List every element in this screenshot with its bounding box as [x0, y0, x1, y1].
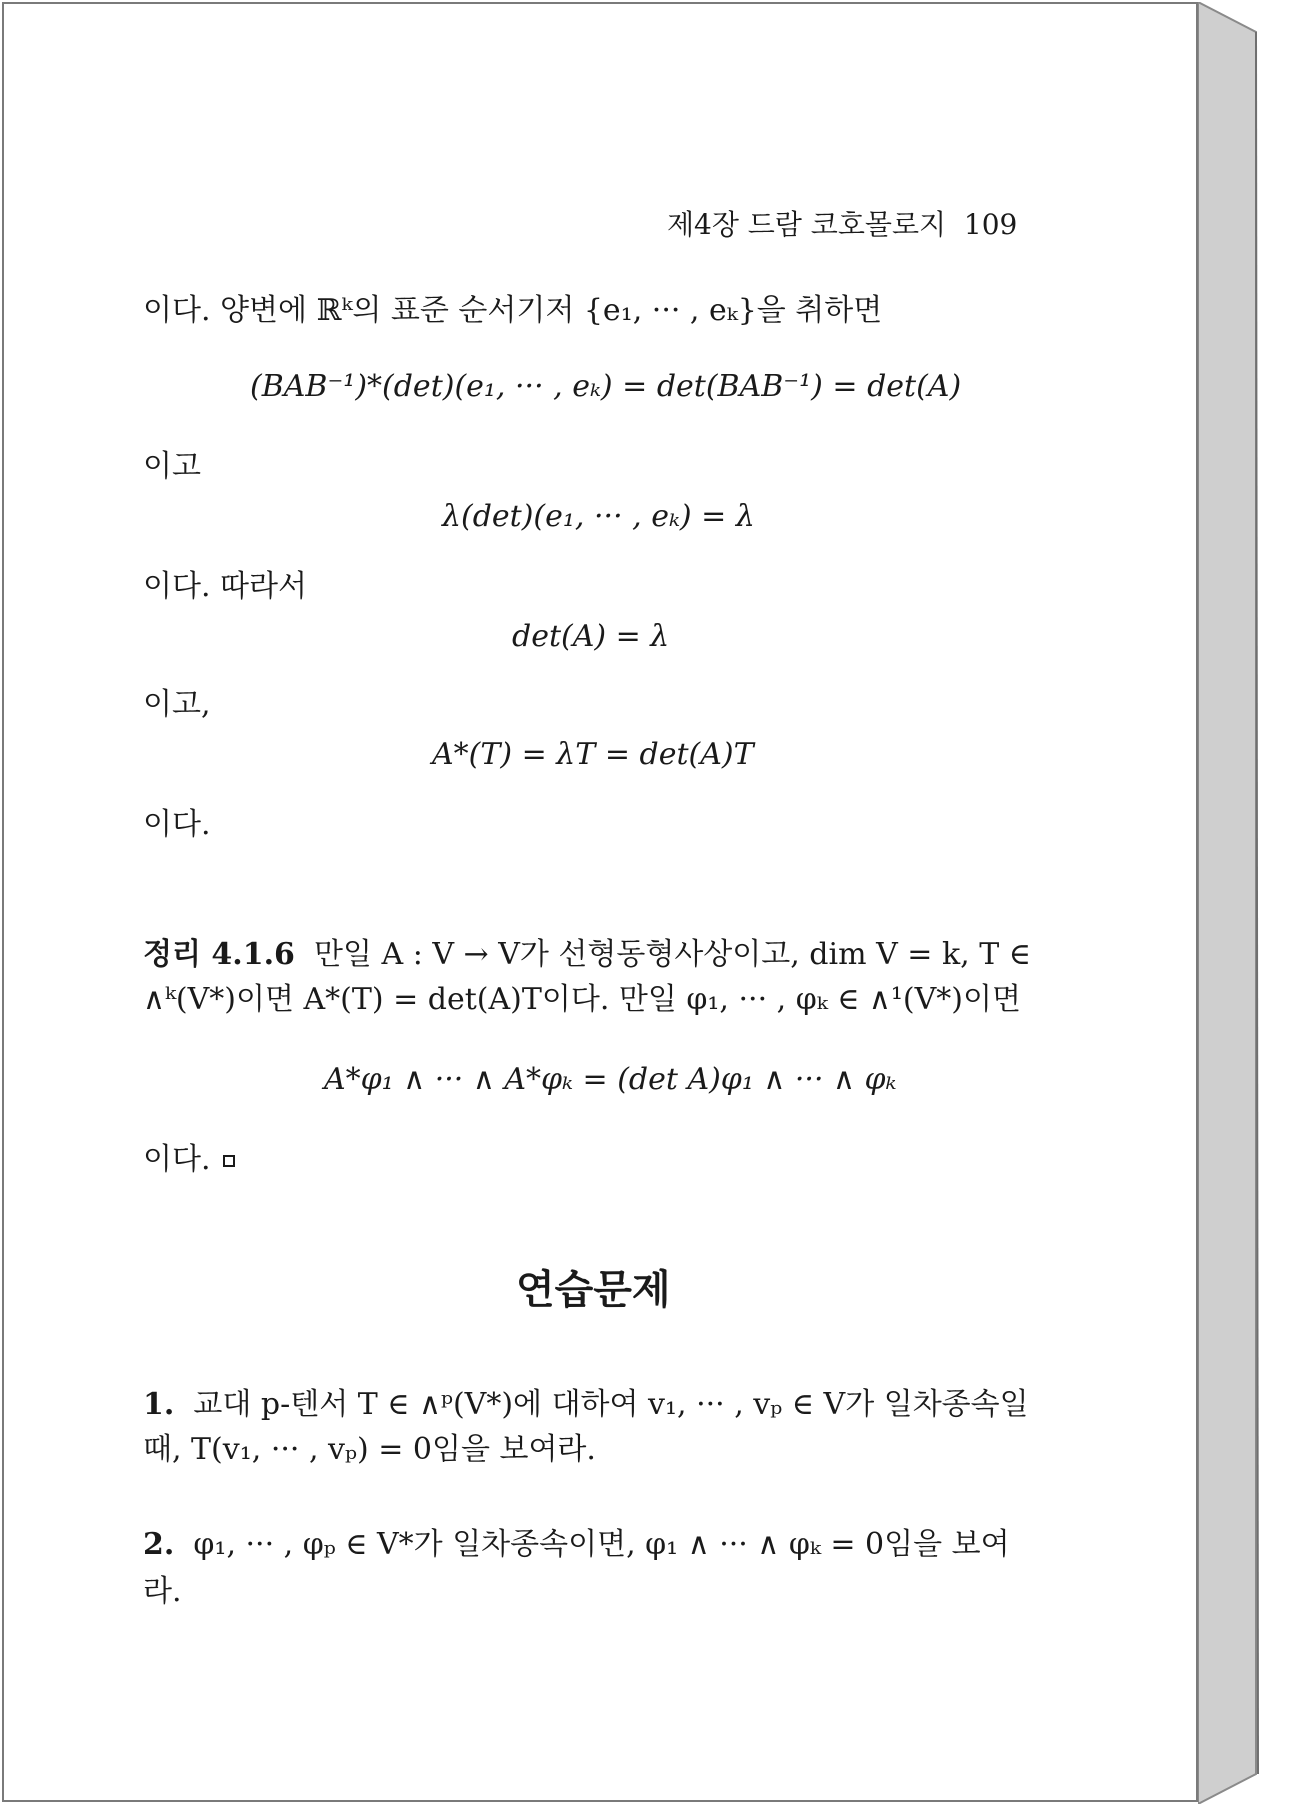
- exercise-2-line-2: 라.: [143, 1574, 182, 1609]
- exercise-1-text-1: 교대 p-텐서 T ∈ ∧ᵖ(V*)에 대하여 v₁, ··· , vₚ ∈ V가 일차종속일: [193, 1387, 1029, 1422]
- exercise-2-number: 2.: [143, 1527, 175, 1562]
- equation-2: λ(det)(e₁, ··· , eₖ) = λ: [442, 499, 755, 534]
- chapter-title: 제4장 드람 코호몰로지: [667, 208, 947, 241]
- text-line-5: 이다.: [143, 807, 211, 842]
- theorem-line-2: ∧ᵏ(V*)이면 A*(T) = det(A)T이다. 만일 φ₁, ··· , φₖ ∈ ∧¹(V*)이면: [143, 982, 1021, 1017]
- theorem-equation: A*φ₁ ∧ ··· ∧ A*φₖ = (det A)φ₁ ∧ ··· ∧ φₖ: [324, 1062, 897, 1097]
- theorem-line-1: [143, 937, 1031, 972]
- page-number: 109: [963, 208, 1018, 241]
- exercise-1-line-2: 때, T(v₁, ··· , vₚ) = 0임을 보여라.: [143, 1432, 596, 1467]
- equation-3: det(A) = λ: [512, 619, 670, 654]
- qed-box-icon: [223, 1155, 235, 1167]
- text-line-2: 이고: [143, 449, 201, 484]
- exercises-title: 연습문제: [516, 1266, 671, 1313]
- exercise-2-line-1: [143, 1527, 1010, 1562]
- exercise-2-text-1: φ₁, ··· , φₚ ∈ V*가 일차종속이면, φ₁ ∧ ··· ∧ φₖ = 0임을 보여: [193, 1527, 1010, 1562]
- exercise-1-number: 1.: [143, 1387, 175, 1422]
- running-header: [667, 208, 1018, 241]
- page-stack-edge: [1198, 2, 1268, 1804]
- text-line-4: 이고,: [143, 687, 211, 722]
- theorem-end-text: 이다.: [143, 1142, 211, 1177]
- theorem-label: 정리 4.1.6: [143, 937, 295, 972]
- text-line-3: 이다. 따라서: [143, 569, 307, 604]
- theorem-statement-1: 만일 A : V → V가 선형동형사상이고, dim V = k, T ∈: [314, 937, 1031, 972]
- equation-4: A*(T) = λT = det(A)T: [432, 737, 754, 772]
- text-line-1: 이다. 양변에 ℝᵏ의 표준 순서기저 {e₁, ··· , eₖ}을 취하면: [143, 293, 883, 328]
- equation-1: (BAB⁻¹)*(det)(e₁, ··· , eₖ) = det(BAB⁻¹) = det(A): [250, 369, 962, 404]
- exercise-1-line-1: [143, 1387, 1029, 1422]
- theorem-end: [143, 1142, 235, 1177]
